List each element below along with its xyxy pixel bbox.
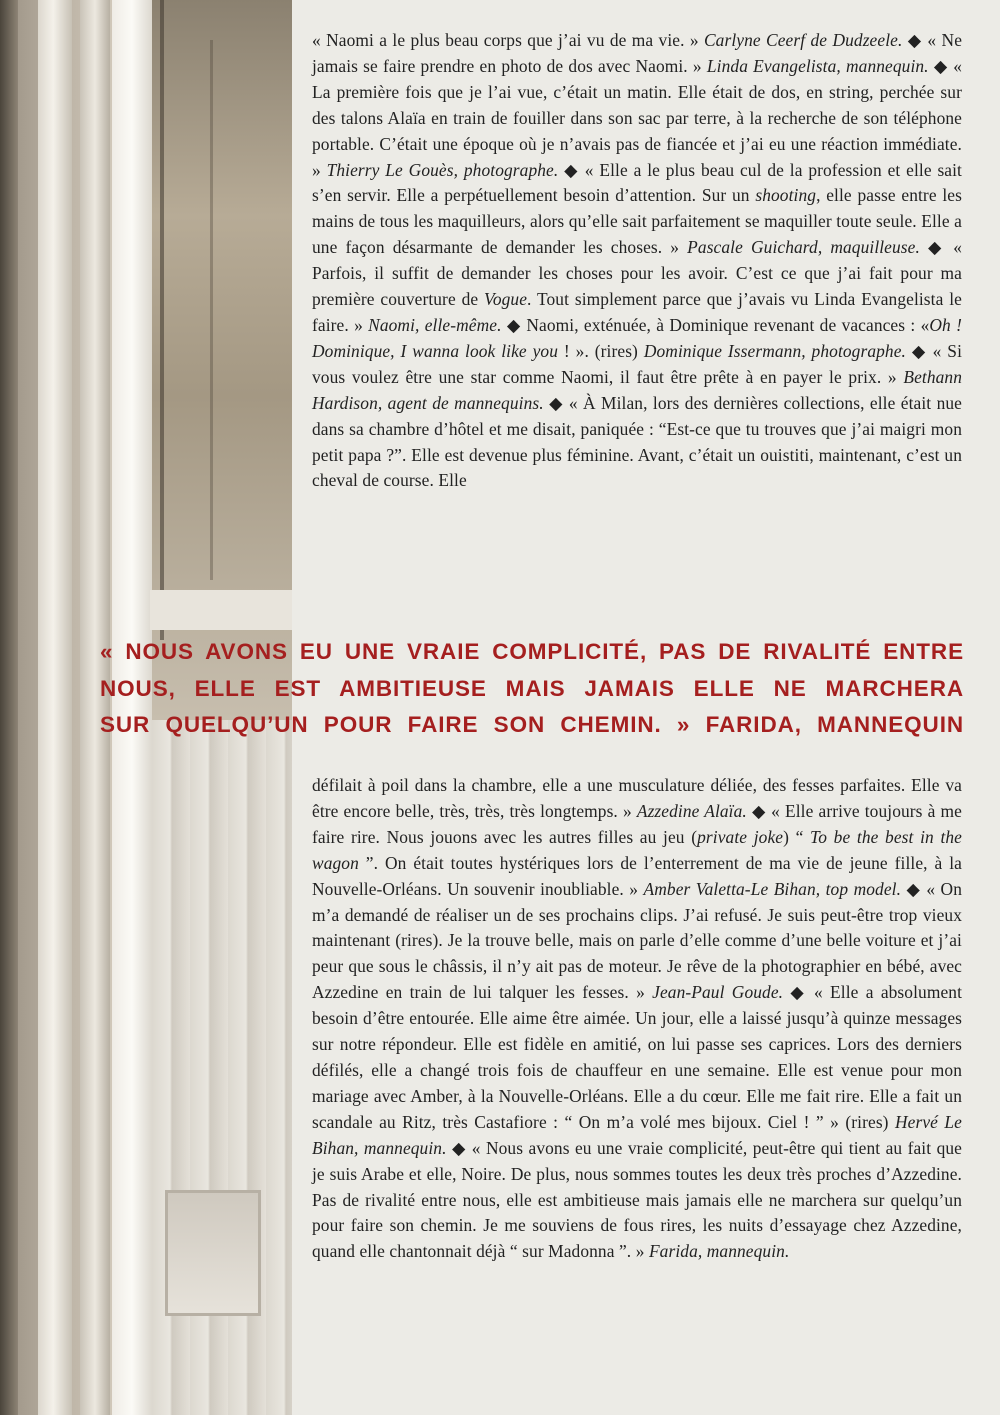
attribution-text: Vogue: [484, 289, 528, 310]
quote-text: ”. On était toutes hystériques lors de l’enterrement de ma vie de jeune fille, à la Nouvelle-Orléans. Un souvenir inoubliable. »: [312, 852, 962, 899]
attribution-text: Naomi, elle-même.: [368, 314, 502, 335]
attribution-text: Azzedine Alaïa.: [636, 800, 747, 821]
quote-text: , elle passe entre les mains de tous les maquilleurs, alors qu’elle sait parfaitement se maquiller toute seule. Elle a une façon désarmante de demander les choses. »: [312, 185, 962, 258]
pull-quote-line: SUR QUELQU’UN POUR FAIRE SON CHEMIN. » FARIDA, MANNEQUIN: [100, 712, 964, 737]
quote-text: ◆ « Si vous voulez être une star comme Naomi, il faut être prête à en payer le prix. »: [312, 340, 963, 387]
photo-drainpipe: [38, 0, 72, 1415]
quote-text: ◆ « Elle a le plus beau cul de la profession et elle sait s’en servir. Elle a perpétuellement besoin d’attention. Sur un: [312, 159, 962, 206]
attribution-text: Oh ! Dominique, I wanna look like you: [312, 314, 963, 361]
attribution-text: Bethann Hardison, agent de mannequins.: [312, 366, 962, 413]
photo-wall-crack: [160, 0, 164, 640]
quote-text: ◆ « Ne jamais se faire prendre en photo de dos avec Naomi. »: [312, 30, 963, 76]
photo-junction-box: [165, 1190, 261, 1316]
article-text-top: [312, 28, 962, 494]
attribution-text: Farida, mannequin.: [648, 1241, 790, 1262]
photo-wall-stain: [210, 40, 213, 580]
attribution-text: Dominique Issermann, photographe.: [643, 340, 906, 361]
pull-quote: [100, 634, 964, 744]
attribution-text: To be the best in the wagon: [312, 826, 962, 873]
quote-text: ◆ « La première fois que je l’ai vue, c’était un matin. Elle était de dos, en string, perchée sur des talons Alaïa en train de fouiller dans son sac par terre, à la recherche de son téléphone portable. C’était une époque où je n’avais pas de fiancée et j’ai eu une réaction immédiate. »: [312, 55, 962, 180]
attribution-text: Thierry Le Gouès, photographe.: [326, 159, 559, 180]
quote-text: ◆ « On m’a demandé de réaliser un de ses prochains clips. J’ai refusé. Je suis peut-être trop vieux maintenant (rires). Je la trouve belle, mais on parle d’elle comme d’une belle voiture et j’ai peur que sous le châssis, il n’y ait pas de moteur. Je rêve de la photographier en bébé, avec Azzedine en train de lui talquer les fesses. »: [312, 878, 962, 1003]
attribution-text: private joke: [697, 826, 784, 847]
attribution-text: Carlyne Ceerf de Dudzeele.: [703, 30, 903, 50]
attribution-text: Linda Evangelista, mannequin.: [706, 55, 929, 76]
article-paragraph-top: [312, 28, 962, 494]
attribution-text: Pascale Guichard, maquilleuse.: [687, 237, 920, 258]
article-paragraph-bottom: [312, 773, 962, 1265]
attribution-text: Jean-Paul Goude.: [652, 982, 784, 1003]
quote-text: ◆ « Nous avons eu une vraie complicité, peut-être qui tient au fait que je suis Arabe et elle, Noire. De plus, nous sommes toutes les deux très proches d’Azzedine. Pas de rivalité entre nous, elle est ambitieuse mais jamais elle ne marchera sur quelqu’un pour faire son chemin. Je me souviens de fous rires, les nuits d’essayage chez Azzedine, quand elle chantonnait déjà “ sur Madonna ”. »: [312, 1137, 962, 1262]
article-text-bottom: [312, 773, 962, 1265]
quote-text: ◆ « Elle arrive toujours à me faire rire. Nous jouons avec les autres filles au jeu (: [312, 800, 962, 847]
quote-text: ◆ « Elle a absolument besoin d’être entourée. Elle aime être aimée. Un jour, elle a laissé jusqu’à quinze messages sur notre répondeur. Elle est fidèle en amitié, on lui passe ses caprices. Lors des derniers défilés, elle a changé trois fois de chauffeur en une semaine. Elle est venue pour mon mariage avec Amber, à la Nouvelle-Orléans. Elle a du cœur. Elle me fait rire. Elle a fait un scandale au Ritz, très Castafiore : “ On m’a volé mes bijoux. Ciel ! ” » (rires): [312, 982, 962, 1132]
quote-text: ! ». (rires): [558, 340, 644, 361]
quote-text: défilait à poil dans la chambre, elle a une musculature déliée, des fesses parfaites. Elle va être encore belle, très, très, très longtemps. »: [312, 775, 962, 821]
photo-ledge: [150, 590, 292, 630]
quote-text: ◆ « À Milan, lors des dernières collections, elle était nue dans sa chambre d’hôtel et me disait, paniquée : “Est-ce que tu trouves que j’ai maigri mon petit papa ?”. Elle est devenue plus féminine. Avant, c’était un ouistiti, maintenant, c’est un cheval de course. Elle: [312, 392, 962, 491]
quote-text: « Naomi a le plus beau corps que j’ai vu de ma vie. »: [312, 30, 704, 50]
attribution-text: Hervé Le Bihan, mannequin.: [312, 1111, 962, 1158]
pull-quote-line: « NOUS AVONS EU UNE VRAIE COMPLICITÉ, PAS DE RIVALITÉ ENTRE: [100, 639, 964, 664]
quote-text: ◆ Naomi, exténuée, à Dominique revenant de vacances : «: [501, 314, 930, 335]
attribution-text: Amber Valetta-Le Bihan, top model.: [643, 878, 902, 899]
quote-text: . Tout simplement parce que j’avais vu Linda Evangelista le faire. »: [312, 289, 962, 335]
photo-shadow-edge: [0, 0, 18, 1415]
quote-text: ◆ « Parfois, il suffit de demander les choses pour les avoir. C’est ce que j’ai fait pour ma première couverture de: [312, 237, 963, 310]
quote-text: ) “: [783, 826, 811, 847]
attribution-text: shooting: [755, 185, 817, 206]
pull-quote-line: NOUS, ELLE EST AMBITIEUSE MAIS JAMAIS ELLE NE MARCHERA: [100, 675, 964, 701]
